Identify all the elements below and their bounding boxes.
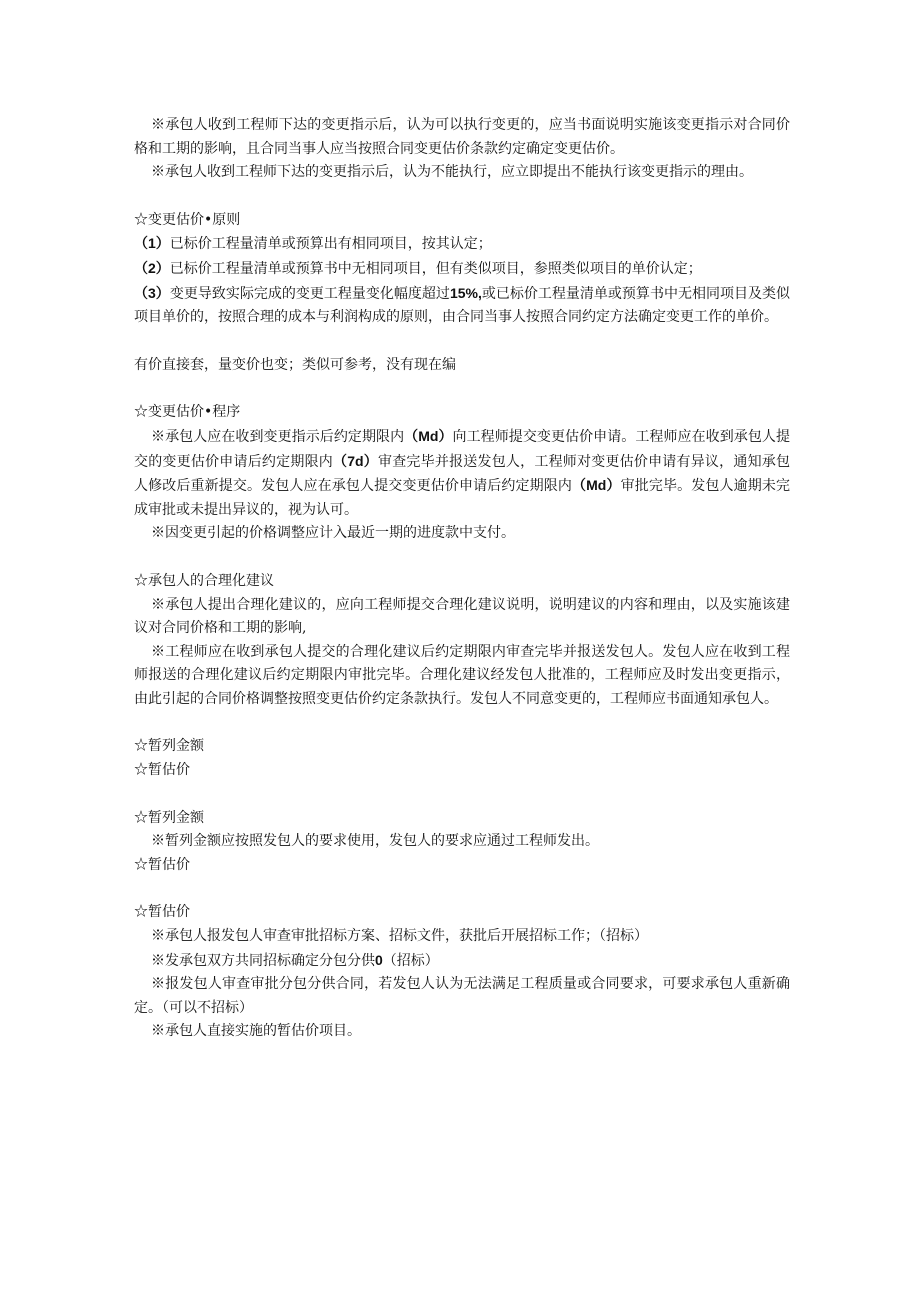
mnemonic-line: 有价直接套，量变价也变；类似可参考，没有现在编 [134, 356, 456, 373]
provisional-sum-para-1: ※暂列金额应按照发包人的要求使用，发包人的要求应通过工程师发出。 [151, 833, 599, 850]
procedure-7d: （7d） [333, 452, 378, 469]
spacer [134, 377, 790, 401]
provisional-sum-sub-heading: ☆暂估价 [134, 856, 190, 873]
provisional-price-para-1: ※承包人报发包人审查审批招标方案、招标文件，获批后开展招标工作；（招标） [151, 928, 648, 945]
spacer [134, 546, 790, 570]
procedure-para-1-d: 审批完毕。发包人逾期未完成审批或未提出异议的，视为认可。 [134, 478, 791, 518]
procedure-para-1-a: ※承包人应在收到变更指示后约定期限内 [151, 428, 405, 445]
spacer [134, 330, 790, 354]
rationalization-heading: ☆承包人的合理化建议 [134, 572, 274, 589]
provisional-sum-heading: ☆暂列金额 [134, 809, 204, 826]
change-execution-para-1: ※承包人收到工程师下达的变更指示后，认为可以执行变更的，应当书面说明实施该变更指示对合同价格和工期的影响，且合同当事人应当按照合同变更估价条款约定确定变更估价。 [134, 117, 790, 157]
provisional-sum-list-heading: ☆暂列金额 [134, 738, 204, 755]
procedure-para-1 [134, 425, 790, 522]
principle-item-1-text: 已标价工程量清单或预算出有相同项目，按其认定； [169, 236, 492, 253]
provisional-price-para-4: ※承包人直接实施的暂估价项目。 [151, 1023, 361, 1040]
principle-item-2 [134, 257, 790, 282]
provisional-price-para-2-a: ※发承包双方共同招标确定分包分供 [151, 952, 375, 969]
document-page [134, 114, 790, 1044]
provisional-price-zero: 0 [375, 951, 383, 968]
principle-item-3-number: （3） [134, 284, 170, 301]
provisional-price-list-heading: ☆暂估价 [134, 762, 190, 779]
change-execution-para-2: ※承包人收到工程师下达的变更指示后，认为不能执行，应立即提出不能执行该变更指示的理由。 [151, 164, 753, 181]
spacer [134, 185, 790, 209]
procedure-md-1: （Md） [404, 427, 453, 444]
procedure-para-1-c: 审查完毕并报送发包人，工程师对变更估价申请有异议，通知承包人修改后重新提交。发包人应在承包人提交变更估价申请后约定期限内 [134, 453, 791, 495]
principle-item-3-text-a: 变更导致实际完成的变更工程量变化幅度超过 [169, 285, 450, 302]
rationalization-para-2: ※工程师应在收到承包人提交的合理化建议后约定期限内审查完毕并报送发包人。发包人应在收到工程师报送的合理化建议后约定期限内审批完毕。合理化建议经发包人批准的，工程师应及时发出变更指示，由此引起的合同价格调整按照变更估价约定条款执行。发包人不同意变更的，工程师应书面通知承包人。 [134, 643, 790, 707]
rationalization-para-1: ※承包人提出合理化建议的，应向工程师提交合理化建议说明，说明建议的内容和理由，以及实施该建议对合同价格和工期的影响, [134, 596, 790, 637]
spacer [134, 711, 790, 735]
valuation-principles-heading: ☆变更估价•原则 [134, 211, 241, 228]
provisional-price-para-2-b: （招标） [382, 952, 439, 969]
procedure-para-2: ※因变更引起的价格调整应计入最近一期的进度款中支付。 [151, 525, 515, 542]
procedure-md-2: （Md） [571, 477, 621, 494]
principle-item-1 [134, 232, 790, 257]
spacer [134, 783, 790, 807]
provisional-price-para-3: ※报发包人审查审批分包分供合同，若发包人认为无法满足工程质量或合同要求，可要求承包人重新确定。（可以不招标） [134, 976, 790, 1016]
principle-item-2-number: （2） [134, 259, 170, 276]
provisional-price-para-2 [134, 949, 790, 974]
principle-item-1-number: （1） [134, 235, 170, 252]
principle-item-2-text: 已标价工程量清单或预算书中无相同项目，但有类似项目，参照类似项目的单价认定； [169, 260, 702, 277]
principle-item-3-percent: 15%, [449, 284, 482, 301]
procedure-para-1-b: 向工程师提交变更估价申请。工程师应在收到承包人提交的变更估价申请后约定期限内 [134, 428, 790, 470]
provisional-price-heading: ☆暂估价 [134, 904, 190, 921]
valuation-procedure-heading: ☆变更估价•程序 [134, 404, 241, 421]
principle-item-3-text-b: 或已标价工程量清单或预算书中无相同项目及类似项目单价的，按照合理的成本与利润构成的原则，由合同当事人按照合同约定方法确定变更工作的单价。 [134, 285, 790, 326]
principle-item-3 [134, 282, 790, 330]
spacer [134, 877, 790, 901]
